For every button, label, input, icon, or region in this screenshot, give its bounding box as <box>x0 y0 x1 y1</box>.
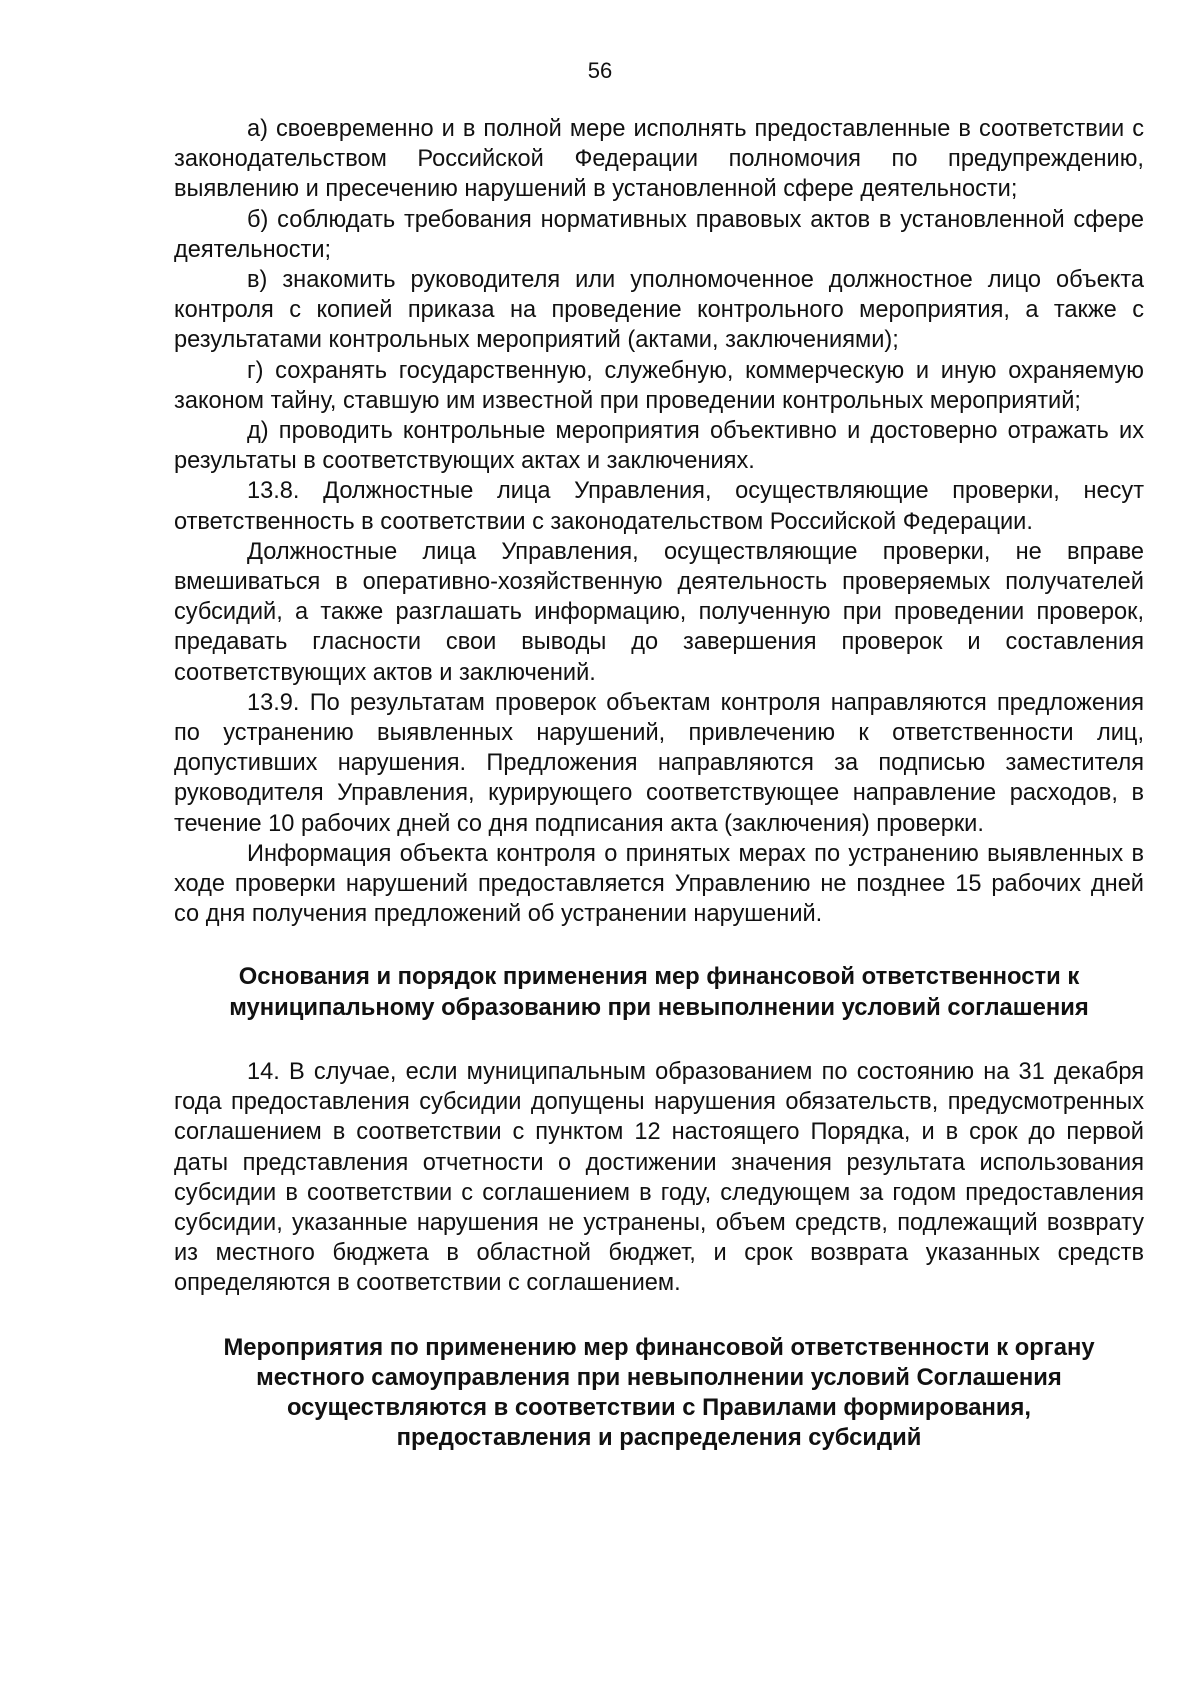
paragraph-13-8: 13.8. Должностные лица Управления, осуществляющие проверки, несут ответственность в соответствии с законодательством Российской Федерации. <box>174 478 1144 535</box>
paragraph-v: в) знакомить руководителя или уполномоченное должностное лицо объекта контроля с копией приказа на проведение контрольного мероприятия, а также с результатами контрольных мероприятий (актами, заключениями); <box>174 267 1144 354</box>
heading-line: предоставления и распределения субсидий <box>396 1424 922 1452</box>
paragraph-13-9-information: Информация объекта контроля о принятых мерах по устранению выявленных в ходе проверки нарушений предоставляется Управлению не позднее 15 рабочих дней со дня получения предложений об устранении нарушений. <box>174 840 1144 928</box>
paragraph-14: 14. В случае, если муниципальным образованием по состоянию на 31 декабря года предоставления субсидии допущены нарушения обязательств, предусмотренных соглашением в соответствии с пунктом 12 настоящего Порядка, и в срок до первой даты представления отчетности о достижении значения результата использования субсидии в соответствии с соглашением в году, следующем за годом предоставления субсидии, указанные нарушения не устранены, объем средств, подлежащий возврату из местного бюджета в областной бюджет, и срок возврата указанных средств определяются в соответствии с соглашением. <box>174 1058 1144 1297</box>
paragraph-g: г) сохранять государственную, служебную, коммерческую и иную охраняемую законом тайну, ставшую им известной при проведении контрольных мероприятий; <box>174 357 1144 414</box>
paragraph-b: б) соблюдать требования нормативных правовых актов в установленной сфере деятельности; <box>174 206 1144 263</box>
section-heading-measures <box>174 1333 1144 1454</box>
heading-line: Мероприятия по применению мер финансовой ответственности к органу <box>223 1333 1095 1361</box>
paragraph-d: д) проводить контрольные мероприятия объективно и достоверно отражать их результаты в соответствующих актах и заключениях. <box>174 418 1144 475</box>
section-heading-financial-responsibility <box>174 962 1144 1022</box>
paragraph-13-8-officials: Должностные лица Управления, осуществляющие проверки, не вправе вмешиваться в оперативно-хозяйственную деятельность проверяемых получателей субсидий, а также разглашать информацию, полученную при проведении проверок, предавать гласности свои выводы до завершения проверок и составления соответствующих актов и заключений. <box>174 538 1144 686</box>
paragraph-a: а) своевременно и в полной мере исполнять предоставленные в соответствии с законодательством Российской Федерации полномочия по предупреждению, выявлению и пресечению нарушений в установленной сфере деятельности; <box>174 116 1144 203</box>
heading-line: Основания и порядок применения мер финансовой ответственности к <box>238 963 1080 991</box>
heading-line: осуществляются в соответствии с Правилами формирования, <box>286 1393 1032 1421</box>
page-number: 56 <box>587 58 613 83</box>
heading-line: муниципальному образованию при невыполнении условий соглашения <box>229 993 1089 1021</box>
document-body <box>174 114 1144 1453</box>
heading-line: местного самоуправления при невыполнении условий Соглашения <box>256 1363 1062 1391</box>
paragraph-13-9: 13.9. По результатам проверок объектам контроля направляются предложения по устранению выявленных нарушений, привлечению к ответственности лиц, допустивших нарушения. Предложения направляются за подписью заместителя руководителя Управления, курирующего соответствующее направление расходов, в течение 10 рабочих дней со дня подписания акта (заключения) проверки. <box>174 689 1144 837</box>
